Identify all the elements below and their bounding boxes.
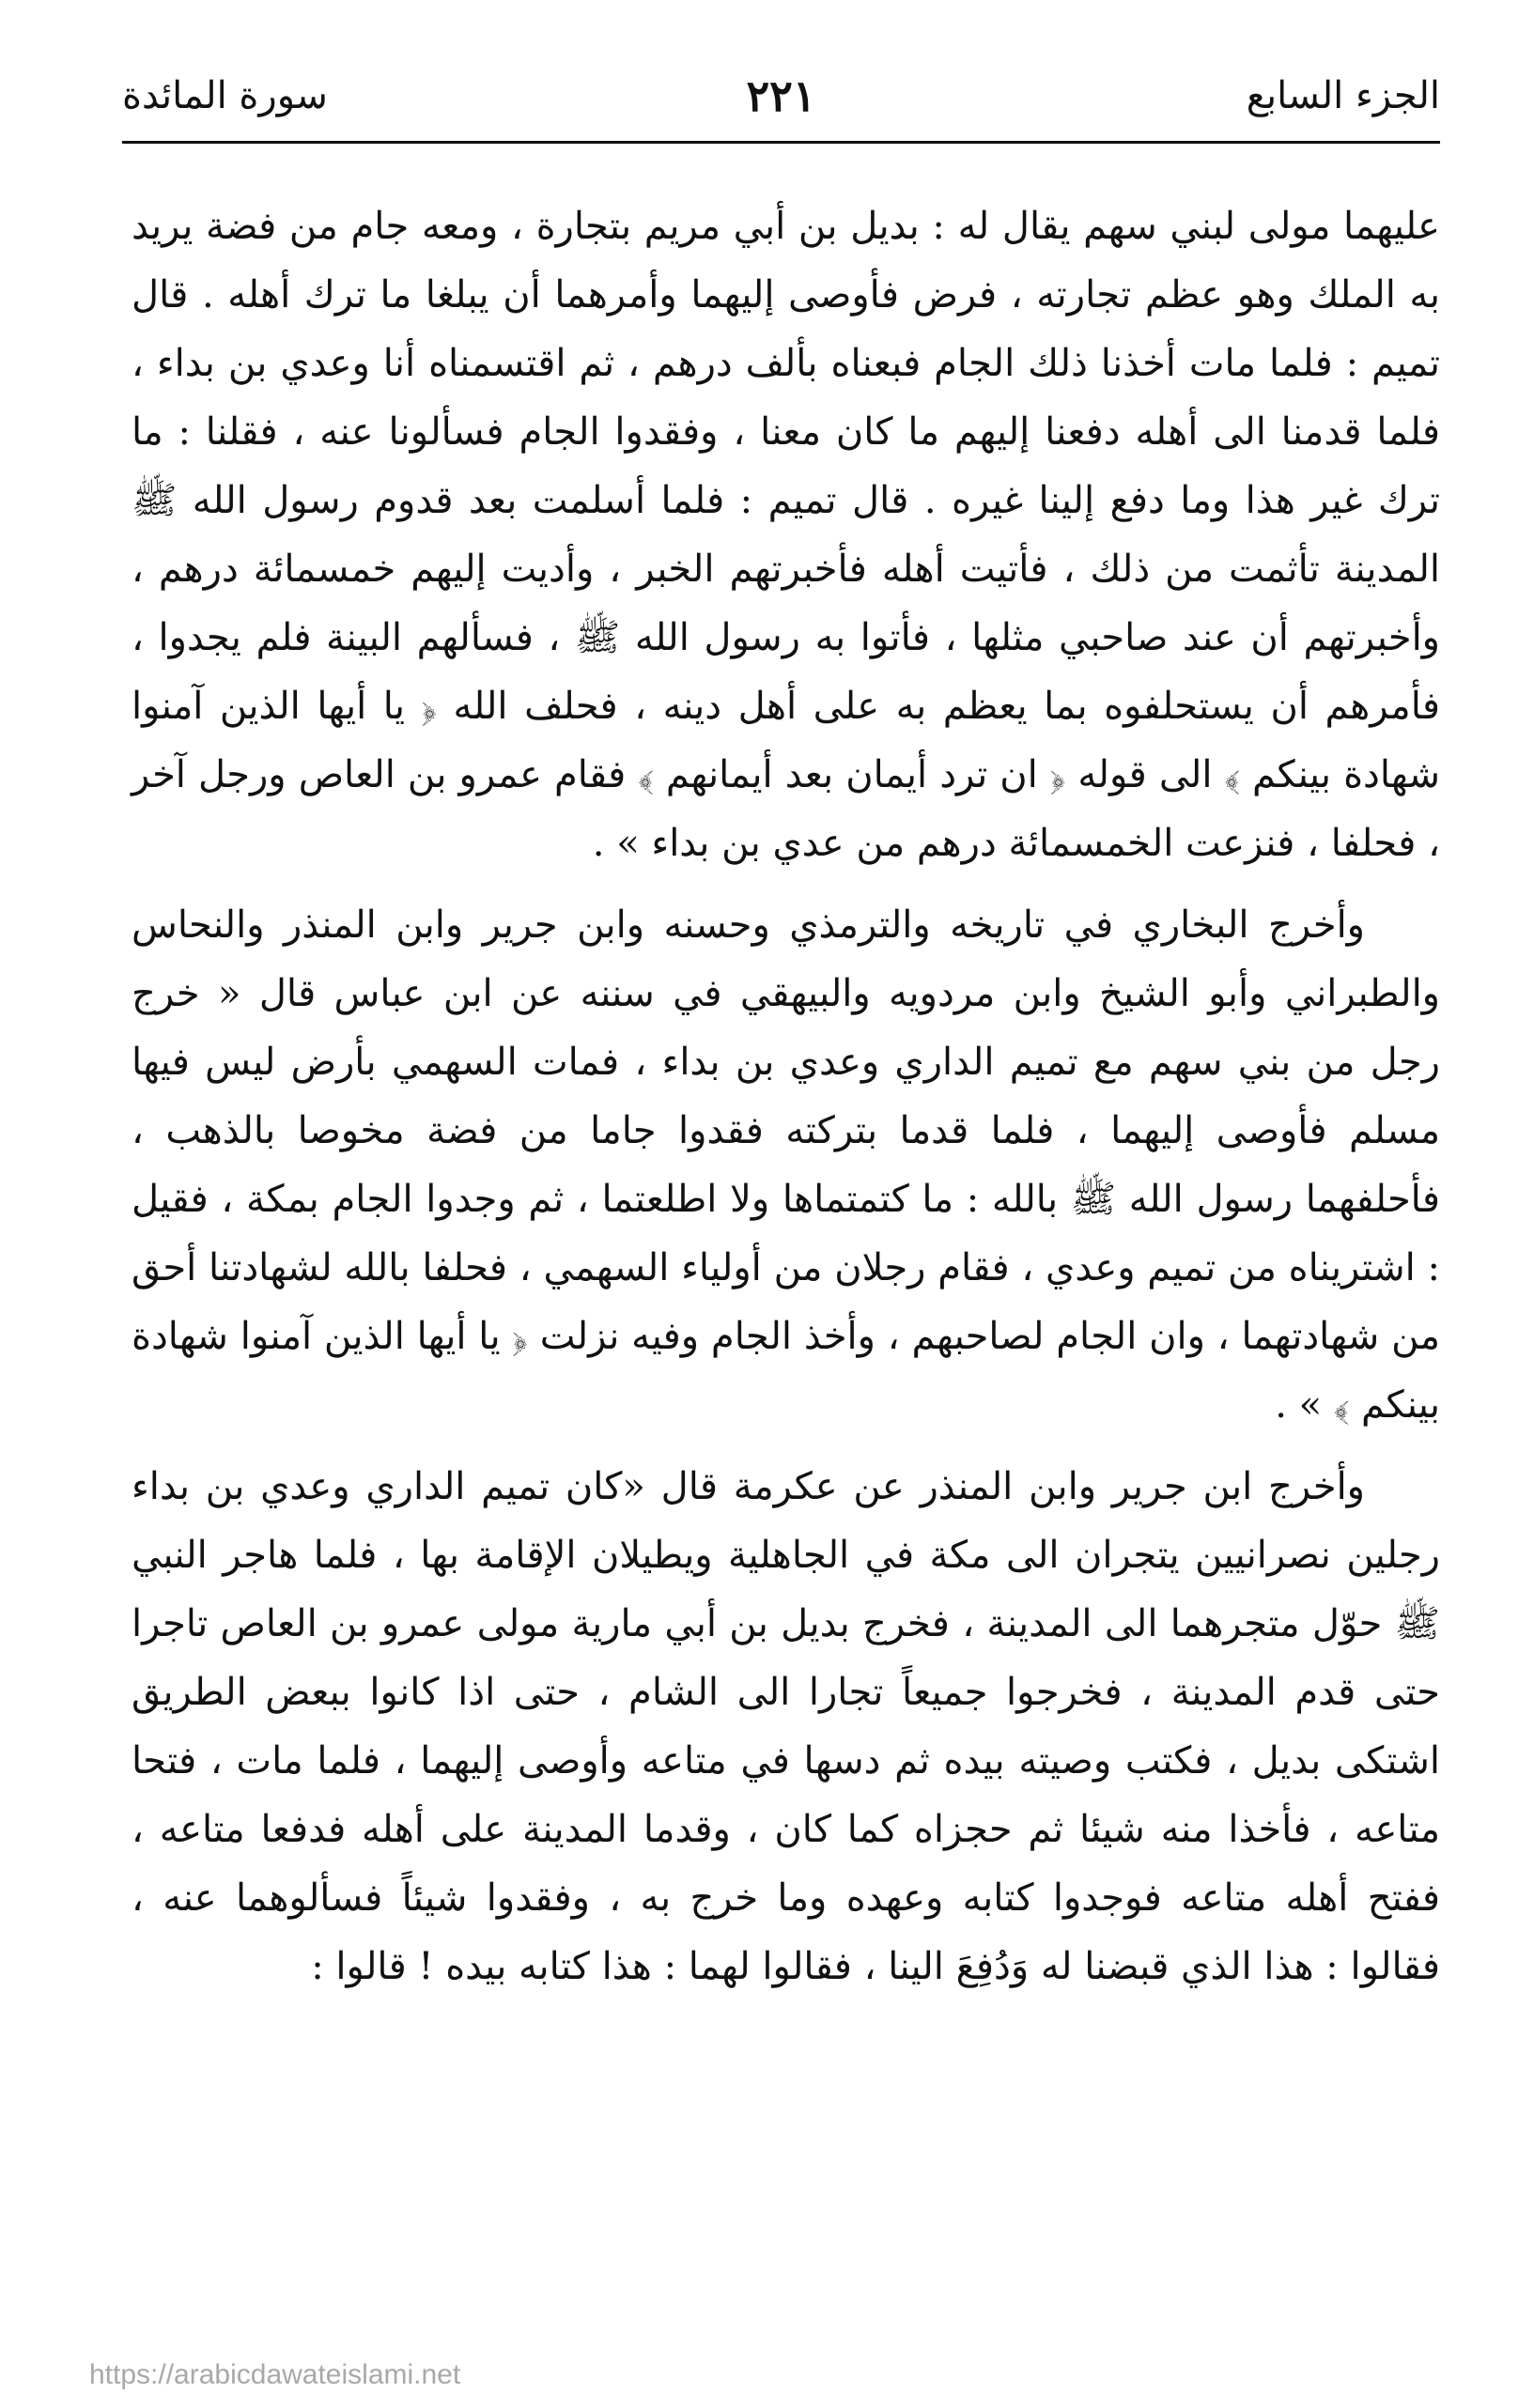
watermark-url: https://arabicdawateislami.net	[89, 2359, 461, 2390]
paragraph: عليهما مولى لبني سهم يقال له : بديل بن أبي مريم بتجارة ، ومعه جام من فضة يريد به الملك وهو عظم تجارته ، فرض فأوصى إليهما وأمرهما أن يبلغا ما ترك أهله . قال تميم : فلما مات أخذنا ذلك الجام فبعناه بألف درهم ، ثم اقتسمناه أنا وعدي بن بداء ، فلما قدمنا الى أهله دفعنا إليهم ما كان معنا ، وفقدوا الجام فسألونا عنه ، فقلنا : ما ترك غير هذا وما دفع إلينا غيره . قال تميم : فلما أسلمت بعد قدوم رسول الله ﷺ المدينة تأثمت من ذلك ، فأتيت أهله فأخبرتهم الخبر ، وأديت إليهم خمسمائة درهم ، وأخبرتهم أن عند صاحبي مثلها ، فأتوا به رسول الله ﷺ ، فسألهم البينة فلم يجدوا ، فأمرهم أن يستحلفوه بما يعظم به على أهل دينه ، فحلف الله ﴿ يا أيها الذين آمنوا شهادة بينكم ﴾ الى قوله ﴿ ان ترد أيمان بعد أيمانهم ﴾ فقام عمرو بن العاص ورجل آخر ، فحلفا ، فنزعت الخمسمائة درهم من عدي بن بداء » .	[132, 205, 1440, 865]
paragraph: وأخرج البخاري في تاريخه والترمذي وحسنه وابن جرير وابن المنذر والنحاس والطبراني وأبو الشيخ وابن مردويه والبيهقي في سننه عن ابن عباس قال « خرج رجل من بني سهم مع تميم الداري وعدي بن بداء ، فمات السهمي بأرض ليس فيها مسلم فأوصى إليهما ، فلما قدما بتركته فقدوا جاما من فضة مخوصا بالذهب ، فأحلفهما رسول الله ﷺ بالله : ما كتمتماها ولا اطلعتما ، ثم وجدوا الجام بمكة ، فقيل : اشتريناه من تميم وعدي ، فقام رجلان من أولياء السهمي ، فحلفا بالله لشهادتنا أحق من شهادتهما ، وان الجام لصاحبهم ، وأخذ الجام وفيه نزلت ﴿ يا أيها الذين آمنوا شهادة بينكم ﴾ » .	[132, 903, 1440, 1427]
surah-label: سورة المائدة	[122, 74, 328, 117]
header-divider	[122, 141, 1440, 144]
page-header	[122, 58, 1440, 133]
page-body	[132, 193, 1440, 2014]
part-label: الجزء السابع	[1246, 74, 1440, 117]
paragraph: وأخرج ابن جرير وابن المنذر عن عكرمة قال «كان تميم الداري وعدي بن بداء رجلين نصرانيين يتجران الى مكة في الجاهلية ويطيلان الإقامة بها ، فلما هاجر النبي ﷺ حوّل متجرهما الى المدينة ، فخرج بديل بن أبي مارية مولى عمرو بن العاص تاجرا حتى قدم المدينة ، فخرجوا جميعاً تجارا الى الشام ، حتى اذا كانوا ببعض الطريق اشتكى بديل ، فكتب وصيته بيده ثم دسها في متاعه وأوصى إليهما ، فلما مات ، فتحا متاعه ، فأخذا منه شيئا ثم حجزاه كما كان ، وقدما المدينة على أهله فدفعا متاعه ، ففتح أهله متاعه فوجدوا كتابه وعهده وما خرج به ، وفقدوا شيئاً فسألوهما عنه ، فقالوا : هذا الذي قبضنا له وَدُفِعَ الينا ، فقالوا لهما : هذا كتابه بيده ! قالوا :	[132, 1465, 1440, 1988]
page-number: ٢٢١	[746, 70, 816, 121]
